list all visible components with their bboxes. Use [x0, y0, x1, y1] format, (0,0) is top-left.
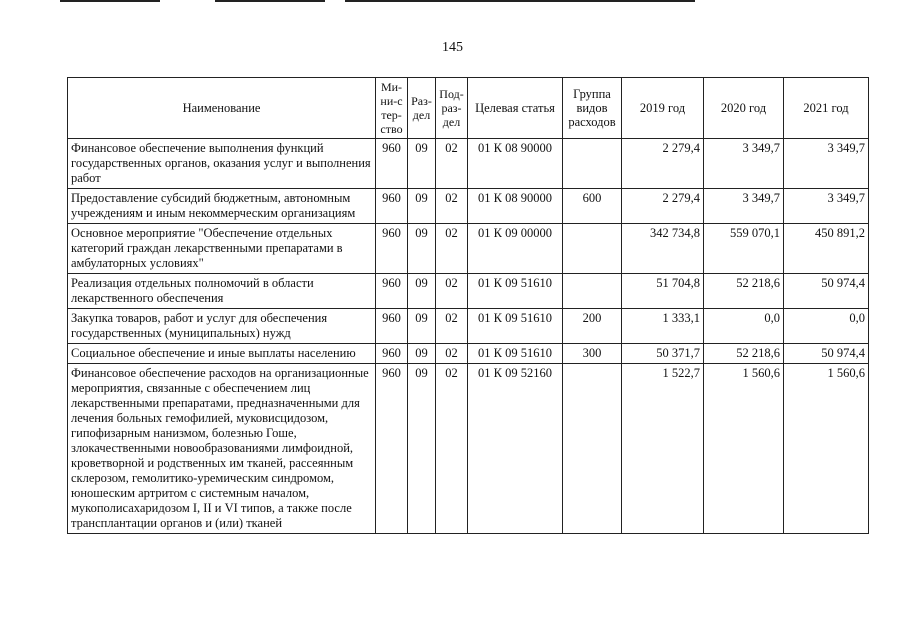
- table-row: [68, 224, 869, 274]
- cell-subsection: 02: [436, 364, 468, 534]
- header-subsection: Под-раз-дел: [436, 78, 468, 139]
- top-rule-left: [60, 0, 160, 2]
- table-header-row: [68, 78, 869, 139]
- cell-2020: 3 349,7: [704, 139, 784, 189]
- cell-group: 600: [563, 189, 622, 224]
- cell-2021: 0,0: [784, 309, 869, 344]
- cell-2019: 51 704,8: [622, 274, 704, 309]
- cell-group: [563, 224, 622, 274]
- cell-target: 01 К 09 52160: [468, 364, 563, 534]
- cell-2020: 559 070,1: [704, 224, 784, 274]
- cell-name: Предоставление субсидий бюджетным, автономным учреждениям и иным некоммерческим организациям: [68, 189, 376, 224]
- table-row: [68, 344, 869, 364]
- header-ministry: Ми-ни-стер-ство: [376, 78, 408, 139]
- header-2019: 2019 год: [622, 78, 704, 139]
- cell-ministry: 960: [376, 139, 408, 189]
- cell-2020: 0,0: [704, 309, 784, 344]
- cell-subsection: 02: [436, 274, 468, 309]
- cell-group: [563, 364, 622, 534]
- cell-name: Закупка товаров, работ и услуг для обеспечения государственных (муниципальных) нужд: [68, 309, 376, 344]
- cell-ministry: 960: [376, 309, 408, 344]
- cell-section: 09: [408, 344, 436, 364]
- cell-ministry: 960: [376, 274, 408, 309]
- header-target: Целевая статья: [468, 78, 563, 139]
- page-number: 145: [442, 40, 463, 55]
- cell-target: 01 К 09 00000: [468, 224, 563, 274]
- cell-ministry: 960: [376, 224, 408, 274]
- cell-target: 01 К 09 51610: [468, 344, 563, 364]
- cell-ministry: 960: [376, 344, 408, 364]
- cell-2021: 50 974,4: [784, 274, 869, 309]
- cell-subsection: 02: [436, 189, 468, 224]
- cell-section: 09: [408, 189, 436, 224]
- cell-name: Финансовое обеспечение расходов на организационные мероприятия, связанные с обеспечением лиц лекарственными препаратами, предназначенными для лечения больных гемофилией, муковисцидозом, гипофизарным нанизмом, болезнью Гоше, злокачественными новообразованиями лимфоидной, кроветворной и родственных им тканей, рассеянным склерозом, гемолитико-уремическим синдромом, юношеским артритом с системным началом, мукополисахаридозом I, II и VI типов, а также после трансплантации органов и (или) тканей: [68, 364, 376, 534]
- cell-ministry: 960: [376, 364, 408, 534]
- cell-target: 01 К 08 90000: [468, 189, 563, 224]
- cell-2019: 342 734,8: [622, 224, 704, 274]
- cell-subsection: 02: [436, 344, 468, 364]
- cell-2019: 2 279,4: [622, 139, 704, 189]
- top-rule-middle: [215, 0, 325, 2]
- cell-name: Реализация отдельных полномочий в области лекарственного обеспечения: [68, 274, 376, 309]
- cell-target: 01 К 09 51610: [468, 274, 563, 309]
- cell-name: Социальное обеспечение и иные выплаты населению: [68, 344, 376, 364]
- budget-table: [67, 77, 869, 534]
- cell-section: 09: [408, 309, 436, 344]
- cell-target: 01 К 08 90000: [468, 139, 563, 189]
- cell-subsection: 02: [436, 139, 468, 189]
- cell-2021: 3 349,7: [784, 139, 869, 189]
- cell-2021: 1 560,6: [784, 364, 869, 534]
- cell-subsection: 02: [436, 309, 468, 344]
- table-row: [68, 309, 869, 344]
- cell-2019: 1 333,1: [622, 309, 704, 344]
- header-2020: 2020 год: [704, 78, 784, 139]
- cell-section: 09: [408, 224, 436, 274]
- cell-group: 300: [563, 344, 622, 364]
- cell-target: 01 К 09 51610: [468, 309, 563, 344]
- top-rule-right: [345, 0, 695, 2]
- cell-2019: 2 279,4: [622, 189, 704, 224]
- cell-name: Основное мероприятие "Обеспечение отдельных категорий граждан лекарственными препаратами в амбулаторных условиях": [68, 224, 376, 274]
- cell-2021: 450 891,2: [784, 224, 869, 274]
- cell-group: [563, 274, 622, 309]
- cell-section: 09: [408, 139, 436, 189]
- table-row: [68, 364, 869, 534]
- cell-name: Финансовое обеспечение выполнения функций государственных органов, оказания услуг и выполнения работ: [68, 139, 376, 189]
- cell-section: 09: [408, 364, 436, 534]
- table-row: [68, 139, 869, 189]
- header-section: Раз-дел: [408, 78, 436, 139]
- cell-group: 200: [563, 309, 622, 344]
- header-2021: 2021 год: [784, 78, 869, 139]
- table-row: [68, 189, 869, 224]
- cell-ministry: 960: [376, 189, 408, 224]
- cell-subsection: 02: [436, 224, 468, 274]
- cell-2020: 52 218,6: [704, 344, 784, 364]
- header-name: Наименование: [68, 78, 376, 139]
- cell-2021: 3 349,7: [784, 189, 869, 224]
- cell-2020: 1 560,6: [704, 364, 784, 534]
- cell-section: 09: [408, 274, 436, 309]
- cell-2020: 52 218,6: [704, 274, 784, 309]
- cell-2019: 1 522,7: [622, 364, 704, 534]
- header-group: Группа видов расходов: [563, 78, 622, 139]
- cell-2020: 3 349,7: [704, 189, 784, 224]
- cell-2021: 50 974,4: [784, 344, 869, 364]
- table-row: [68, 274, 869, 309]
- cell-group: [563, 139, 622, 189]
- cell-2019: 50 371,7: [622, 344, 704, 364]
